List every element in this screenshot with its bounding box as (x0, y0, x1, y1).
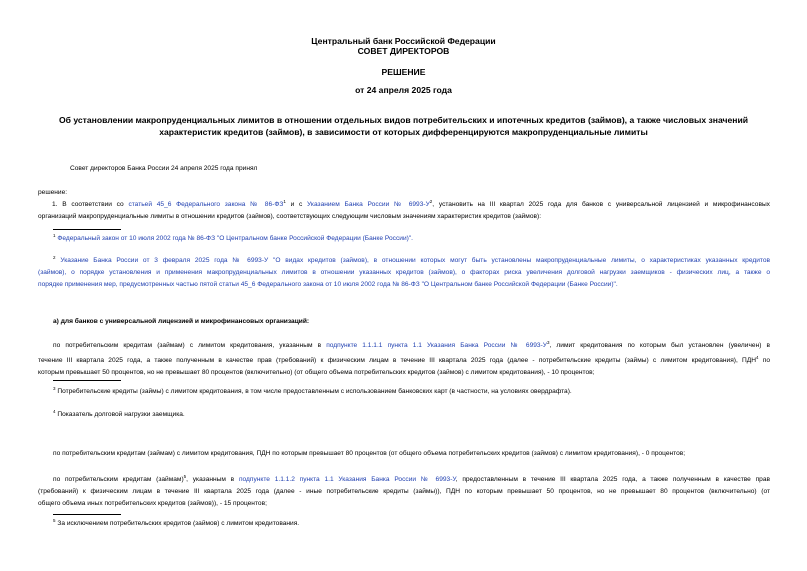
point-1 (38, 196, 770, 223)
decision-date: от 24 апреля 2025 года (355, 85, 452, 95)
paragraph-1: по потребительским кредитам (займам) с лимитом кредитования, указанным в подпункте 1.1.1.1 пункта 1.1 Указания Банка России № $6993-У^3$, лимит кредитования по которым был установлен (увеличен) в течение III квартала 2025 года, а также полученным в качестве прав (требований) к физическим лицам в течение III квартала 2025 года (далее - потребительские кредиты (займы) с лимитом кредитования), ПДН$^4$ по которым превышает 50 процентов, но не превышает 80 процентов (включительно) (от общего объема потребительских кредитов (займов) с лимитом кредитования), - 10 процентов; (38, 340, 771, 377)
org-name: Центральный банк Российской Федерации (311, 36, 496, 46)
resolution-label: решение: (38, 189, 68, 196)
footnote-2: $^2$ Указание Банка России от 3 февраля 2025 года № 6993-У "О видах кредитов (займов), в отношении которых могут быть установлены макропруденциальные лимиты, о характеристиках указанных кредитов (займов), о порядке установления и применения макропруденциальных лимитов в отношении указанных кредитов (займов), о факторах риска увеличения долговой нагрузки заемщиков - физических лиц, а также о порядке применения мер, предусмотренных частью пятой статьи 45_6 Федерального закона от 10 июля 2002 года № 86-ФЗ "О Центральном банке Российской Федерации (Банке России)". (38, 255, 770, 289)
footnote-ref-5[interactable]: 5 (183, 474, 187, 479)
footnote-1-link[interactable]: Федеральный закон от 10 июля 2002 года № 86-ФЗ "О Центральном банке Российской Федерации (Банке России)". (57, 235, 413, 243)
decision-heading: РЕШЕНИЕ (381, 67, 426, 77)
point-1-line-1: 1. В соответствии со статьей 45_6 Федерального закона № $86-ФЗ^1$ и с Указанием Банка России № $6993-У^2$, установить на III квартал 2025 года для банков с универсальной лицензией и микрофинансовых (52, 199, 770, 209)
footnote-1: $^1$ Федеральный закон от 10 июля 2002 года № 86-ФЗ "О Центральном банке Российской Федерации (Банке России)". (53, 233, 413, 243)
intro-text: Совет директоров Банка России 24 апреля 2025 года принял (70, 165, 258, 172)
subpoint-1111-link[interactable]: подпункте 1.1.1.1 пункта 1.1 Указания Банка России № 6993-У (326, 342, 547, 350)
title-line-1: Об установлении макропруденциальных лимитов в отношении отдельных видов потребительских и ипотечных кредитов (займов), а также числовых значений (58, 115, 749, 125)
footnote-ref-3[interactable]: 3 (546, 340, 550, 345)
footnote-divider (53, 380, 121, 381)
footnote-ref-4[interactable]: 4 (756, 355, 759, 361)
point-1-line-2: организаций макропруденциальные лимиты в отношении кредитов (займов), соответствующих следующим числовым значениям характеристик кредитов (займов): (38, 213, 542, 221)
section-a-heading: а) для банков с универсальной лицензией и микрофинансовых организаций: (53, 318, 310, 325)
footnote-3: $^3$ Потребительские кредиты (займы) с лимитом кредитования, в том числе предоставленным с использованием банковских карт (в частности, на условиях овердрафта). (53, 386, 572, 396)
footnote-2-link[interactable]: Указание Банка России от 3 февраля 2025 года № 6993-У "О видах кредитов (займов), в отношении которых могут быть установлены макропруденциальные лимиты, о характеристиках указанных кредитов (60, 257, 770, 265)
footnote-ref-2[interactable]: 2 (429, 199, 433, 204)
footnote-5: $^5$ За исключением потребительских кредитов (займов) с лимитом кредитования. (53, 518, 300, 528)
document-title (30, 115, 777, 138)
board-name: СОВЕТ ДИРЕКТОРОВ (357, 46, 450, 56)
paragraph-3: по потребительским кредитам (займам)$^5$, указанным в подпункте 1.1.1.2 пункта 1.1 Указания Банка России № 6993-У, предоставленным в течение III квартала 2025 года, а также полученным в качестве прав (требований) к физическим лицам в течение III квартала 2025 года (далее - иные потребительские кредиты (займы)), ПДН по которым превышает 50 процентов, но не превышает 80 процентов (включительно) (от общего объема иных потребительских кредитов (займов)), - 15 процентов; (38, 474, 770, 508)
footnote-ref-1[interactable]: 1 (283, 199, 286, 204)
title-line-2: характеристик кредитов (займов), в зависимости от которых дифференцируются макропруденциальные лимиты (159, 126, 648, 137)
footnote-4: $^4$ Показатель долговой нагрузки заемщика. (53, 409, 185, 419)
law-86fz-link[interactable]: статьей 45_6 Федерального закона № 86-ФЗ (128, 201, 284, 209)
subpoint-1112-link[interactable]: подпункте 1.1.1.2 пункта 1.1 Указания Банка России № 6993-У (238, 476, 456, 484)
paragraph-2: по потребительским кредитам (займам) с лимитом кредитования, ПДН по которым превышает 80 процентов (от общего объема потребительских кредитов (займов) с лимитом кредитования), - 0 процентов; (53, 450, 686, 457)
directive-6993u-link[interactable]: Указанием Банка России № 6993-У (307, 201, 430, 209)
